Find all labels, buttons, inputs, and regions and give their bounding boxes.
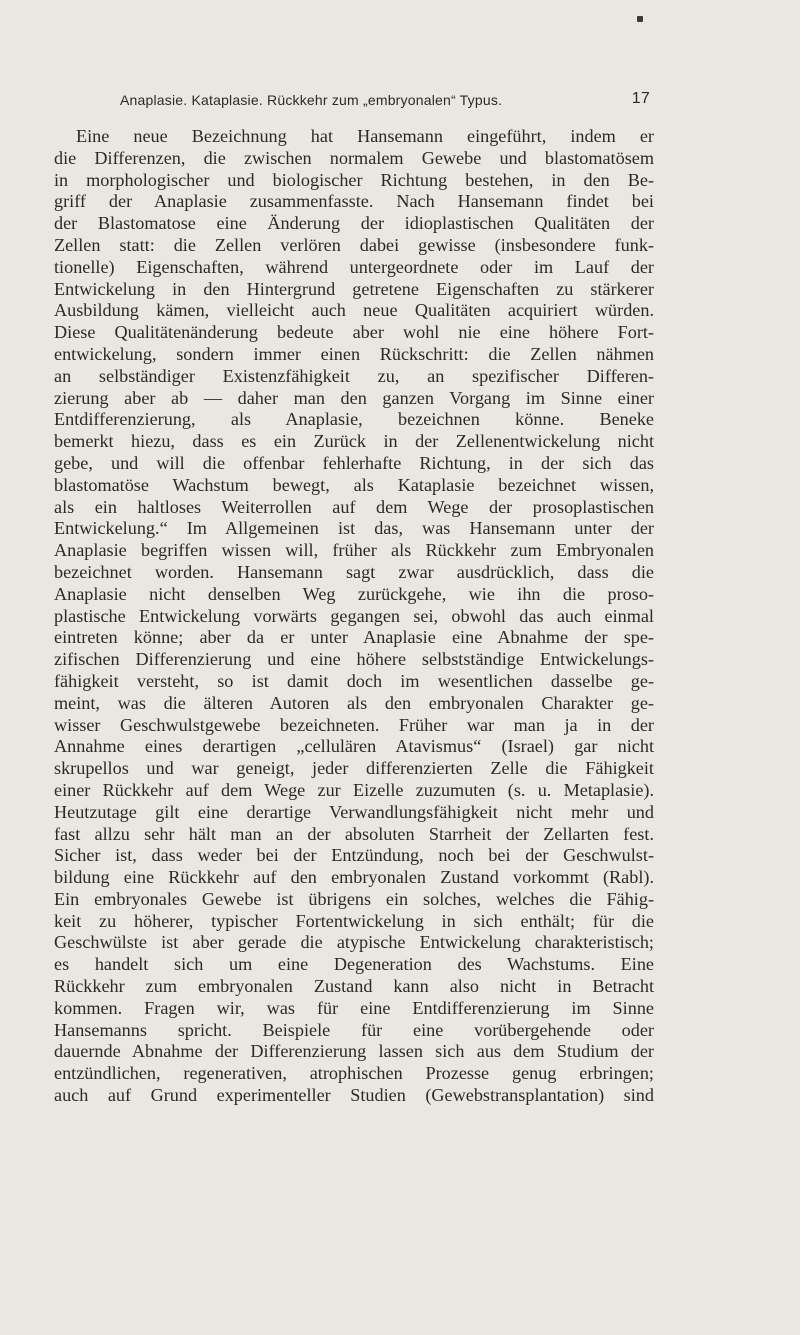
text-line: tionelle) Eigenschaften, während untergeordnete oder im Lauf der [54,256,654,277]
text-line: plastische Entwickelung vorwärts gegangen sei, obwohl das auch einmal [54,605,654,626]
text-line: keit zu höherer, typischer Fortentwickelung in sich enthält; für die [54,910,654,931]
text-line: an selbständiger Existenzfähigkeit zu, an spezifischer Differen- [54,365,654,386]
text-line: Entwickelung in den Hintergrund getretene Eigenschaften zu stärkerer [54,278,654,299]
text-line: kommen. Fragen wir, was für eine Entdifferenzierung im Sinne [54,997,654,1018]
text-line: blastomatöse Wachstum bewegt, als Kataplasie bezeichnet wissen, [54,474,654,495]
text-line: es handelt sich um eine Degeneration des Wachstums. Eine [54,954,654,975]
print-speck [637,16,643,22]
body-paragraph [54,126,654,1107]
text-line: Anaplasie begriffen wissen will, früher als Rückkehr zum Embryonalen [54,540,654,561]
text-line: die Differenzen, die zwischen normalem Gewebe und blastomatösem [54,147,654,168]
text-line: fähigkeit versteht, so ist damit doch im wesentlichen dasselbe ge- [54,670,654,691]
text-line: griff der Anaplasie zusammenfasste. Nach Hansemann findet bei [54,191,654,212]
text-line: entwickelung, sondern immer einen Rückschritt: die Zellen nähmen [54,343,654,364]
running-head-title: Anaplasie. Kataplasie. Rückkehr zum „embryonalen“ Typus. [120,92,503,108]
text-line: als ein haltloses Weiterrollen auf dem Wege der prosoplastischen [54,496,654,517]
text-line: eintreten könne; aber da er unter Anaplasie eine Abnahme der spe- [54,627,654,648]
text-line: dauernde Abnahme der Differenzierung lassen sich aus dem Studium der [54,1041,654,1062]
text-line: zierung aber ab — daher man den ganzen Vorgang im Sinne einer [54,387,654,408]
text-line: Geschwülste ist aber gerade die atypische Entwickelung charakteristisch; [54,932,654,953]
text-line: Entwickelung.“ Im Allgemeinen ist das, was Hansemann unter der [54,518,654,539]
text-line: gebe, und will die offenbar fehlerhafte Richtung, in der sich das [54,452,654,473]
text-line: bildung eine Rückkehr auf den embryonalen Zustand vorkommt (Rabl). [54,867,654,888]
text-line: Eine neue Bezeichnung hat Hansemann eingeführt, indem er [76,126,654,146]
text-line: Hansemanns spricht. Beispiele für eine vorübergehende oder [54,1019,654,1040]
text-line: Rückkehr zum embryonalen Zustand kann also nicht in Betracht [54,976,654,997]
text-line: wisser Geschwulstgewebe bezeichneten. Früher war man ja in der [54,714,654,735]
text-line: fast allzu sehr hält man an der absoluten Starrheit der Zellarten fest. [54,823,654,844]
page-number: 17 [631,90,650,107]
text-line: entzündlichen, regenerativen, atrophischen Prozesse genug erbringen; [54,1063,654,1084]
text-line: Ein embryonales Gewebe ist übrigens ein solches, welches die Fähig- [54,888,654,909]
text-line: einer Rückkehr auf dem Wege zur Eizelle zuzumuten (s. u. Metaplasie). [54,779,654,800]
running-head [120,90,650,114]
text-line: der Blastomatose eine Änderung der idioplastischen Qualitäten der [54,213,654,234]
text-line: meint, was die älteren Autoren als den embryonalen Charakter ge- [54,692,654,713]
text-line: Ausbildung kämen, vielleicht auch neue Qualitäten acquiriert würden. [54,300,654,321]
text-line: skrupellos und war geneigt, jeder differenzierten Zelle die Fähigkeit [54,758,654,779]
text-line: auch auf Grund experimenteller Studien (Gewebstransplantation) sind [54,1085,654,1106]
text-line: Sicher ist, dass weder bei der Entzündung, noch bei der Geschwulst- [54,845,654,866]
text-line: Entdifferenzierung, als Anaplasie, bezeichnen könne. Beneke [54,409,654,430]
text-line: Zellen statt: die Zellen verlören dabei gewisse (insbesondere funk- [54,234,654,255]
text-line: Anaplasie nicht denselben Weg zurückgehe, wie ihn die proso- [54,583,654,604]
text-line: zifischen Differenzierung und eine höhere selbstständige Entwickelungs- [54,649,654,670]
text-line: bemerkt hiezu, dass es ein Zurück in der Zellenentwickelung nicht [54,431,654,452]
text-line: Heutzutage gilt eine derartige Verwandlungsfähigkeit nicht mehr und [54,801,654,822]
text-line: in morphologischer und biologischer Richtung bestehen, in den Be- [54,169,654,190]
text-line: Annahme eines derartigen „cellulären Atavismus“ (Israel) gar nicht [54,736,654,757]
text-line: bezeichnet worden. Hansemann sagt zwar ausdrücklich, dass die [54,561,654,582]
text-line: Diese Qualitätenänderung bedeute aber wohl nie eine höhere Fort- [54,322,654,343]
